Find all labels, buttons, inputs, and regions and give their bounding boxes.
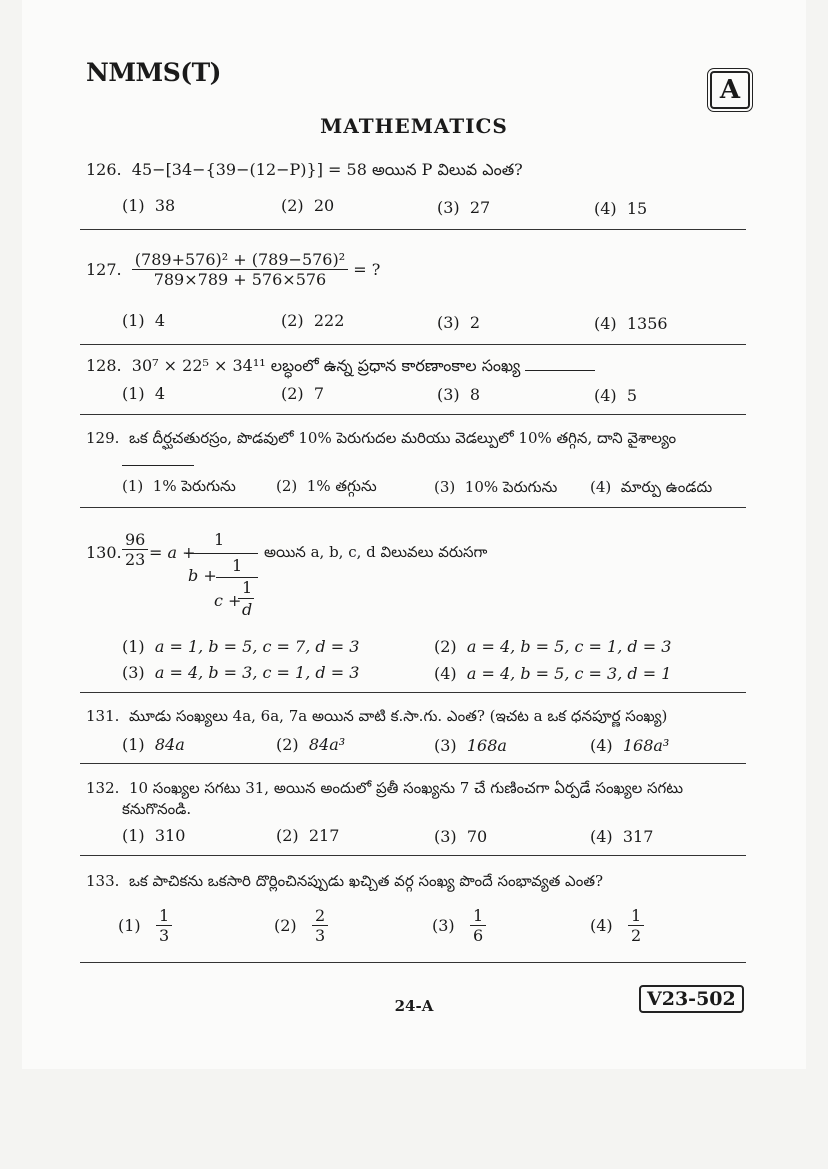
question-number: 132. (86, 779, 120, 797)
option-2[interactable]: (2) 222 (281, 311, 345, 330)
question-text: అయిన P విలువ ఎంత? (371, 160, 523, 179)
question-number: 129. (86, 429, 120, 447)
option-1[interactable]: (1) 1% పెరుగును (122, 477, 236, 495)
equals-question: = ? (353, 260, 381, 279)
denominator: 23 (125, 550, 146, 569)
cf-bar-1 (186, 553, 258, 554)
option-3[interactable]: (3) 10% పెరుగును (434, 478, 558, 496)
cf-b: b + (188, 566, 217, 585)
question-132 (86, 779, 683, 801)
question-text: ఒక పాచికను ఒకసారి దొర్లించినప్పుడు ఖచ్చిత వర్గ సంఖ్య పొందే సంభావ్యత ఎంత? (128, 872, 604, 890)
question-number-130: 130. (86, 543, 122, 562)
cf-a: = a + (149, 543, 196, 562)
numerator: 96 (122, 530, 148, 550)
question-number: 131. (86, 707, 120, 725)
question-text: మూడు సంఖ్యలు 4a, 6a, 7a అయిన వాటి క.సా.గు. ఎంత? (ఇచట a ఒక ధనపూర్ణ సంఖ్య) (128, 707, 668, 725)
option-3[interactable]: (3) 2 (437, 313, 481, 332)
divider (80, 414, 746, 415)
question-126 (86, 160, 523, 183)
option-3[interactable]: (3) 70 (434, 827, 488, 846)
question-number: 128. (86, 356, 122, 375)
option-3[interactable]: (3) 27 (437, 198, 491, 217)
divider (80, 962, 746, 963)
question-128 (86, 356, 595, 379)
cf-bar-3 (238, 598, 254, 599)
option-3[interactable]: (3) $\frac{1}{6}$ (432, 906, 486, 945)
option-3[interactable]: (3) 8 (437, 385, 481, 404)
question-text-continued: కనుగొనండి. (122, 800, 192, 818)
question-129 (86, 429, 676, 451)
set-badge: A (710, 71, 750, 109)
exam-title: NMMS(T) (86, 58, 222, 87)
option-2[interactable]: (2) 20 (281, 196, 335, 215)
question-text: లబ్ధంలో ఉన్న ప్రధాన కారణాంకాల సంఖ్య (270, 356, 521, 375)
option-2[interactable]: (2) 84a³ (276, 735, 346, 754)
question-131 (86, 707, 667, 729)
divider (80, 344, 746, 345)
divider (80, 229, 746, 230)
divider (80, 507, 746, 508)
booklet-code: V23-502 (639, 985, 744, 1013)
option-4[interactable]: (4) 317 (590, 827, 654, 846)
option-4[interactable]: (4) 1356 (594, 314, 668, 333)
cf-c: c + (214, 591, 242, 610)
subject-title: MATHEMATICS (320, 114, 508, 138)
option-4[interactable]: (4) $\frac{1}{2}$ (590, 906, 644, 945)
option-4[interactable]: (4) a = 4, b = 5, c = 3, d = 1 (434, 664, 672, 683)
cf-one-2: 1 (232, 556, 243, 575)
answer-blank (525, 369, 595, 371)
option-2[interactable]: (2) 1% తగ్గును (276, 477, 377, 495)
fraction (122, 530, 148, 569)
question-text: 10 సంఖ్యల సగటు 31, అయిన అందులో ప్రతీ సంఖ్యను 7 చే గుణించగా ఏర్పడే సంఖ్యల సగటు (128, 779, 684, 797)
fraction (132, 250, 348, 289)
question-expression: 45−[34−{39−(12−P)}] = 58 (131, 160, 367, 179)
divider (80, 692, 746, 693)
question-expression: 30⁷ × 22⁵ × 34¹¹ (131, 356, 266, 375)
question-number: 126. (86, 160, 122, 179)
option-1[interactable]: (1) 4 (122, 384, 166, 403)
option-2[interactable]: (2) 7 (281, 384, 325, 403)
page-number: 24-A (394, 997, 434, 1015)
option-1[interactable]: (1) 4 (122, 311, 166, 330)
answer-blank (122, 465, 194, 466)
divider (80, 855, 746, 856)
question-number: 133. (86, 872, 120, 890)
numerator: (789+576)² + (789−576)² (132, 250, 348, 270)
option-1[interactable]: (1) 310 (122, 826, 186, 845)
option-4[interactable]: (4) 5 (594, 386, 638, 405)
divider (80, 763, 746, 764)
option-4[interactable]: (4) 15 (594, 199, 648, 218)
cf-d: d (242, 600, 253, 619)
cf-one-1: 1 (214, 530, 225, 549)
option-4[interactable]: (4) 168a³ (590, 736, 670, 755)
question-127 (86, 250, 380, 289)
option-4[interactable]: (4) మార్పు ఉండదు (590, 478, 713, 496)
question-number: 127. (86, 260, 122, 279)
option-1[interactable]: (1) 84a (122, 735, 185, 754)
lhs-fraction (122, 530, 148, 569)
denominator: 789×789 + 576×576 (153, 270, 327, 289)
cf-one-3: 1 (242, 578, 253, 597)
question-text: అయిన a, b, c, d విలువలు వరుసగా (264, 543, 488, 561)
option-2[interactable]: (2) $\frac{2}{3}$ (274, 906, 328, 945)
option-1[interactable]: (1) 38 (122, 196, 176, 215)
option-1[interactable]: (1) a = 1, b = 5, c = 7, d = 3 (122, 637, 360, 656)
option-3[interactable]: (3) a = 4, b = 3, c = 1, d = 3 (122, 663, 360, 682)
option-3[interactable]: (3) 168a (434, 736, 507, 755)
question-text: ఒక దీర్ఘచతురస్రం, పొడవులో 10% పెరుగుదల మరియు వెడల్పులో 10% తగ్గిన, దాని వైశాల్యం (128, 429, 677, 447)
option-2[interactable]: (2) 217 (276, 826, 340, 845)
option-2[interactable]: (2) a = 4, b = 5, c = 1, d = 3 (434, 637, 672, 656)
option-1[interactable]: (1) $\frac{1}{3}$ (118, 906, 172, 945)
question-133 (86, 872, 603, 894)
